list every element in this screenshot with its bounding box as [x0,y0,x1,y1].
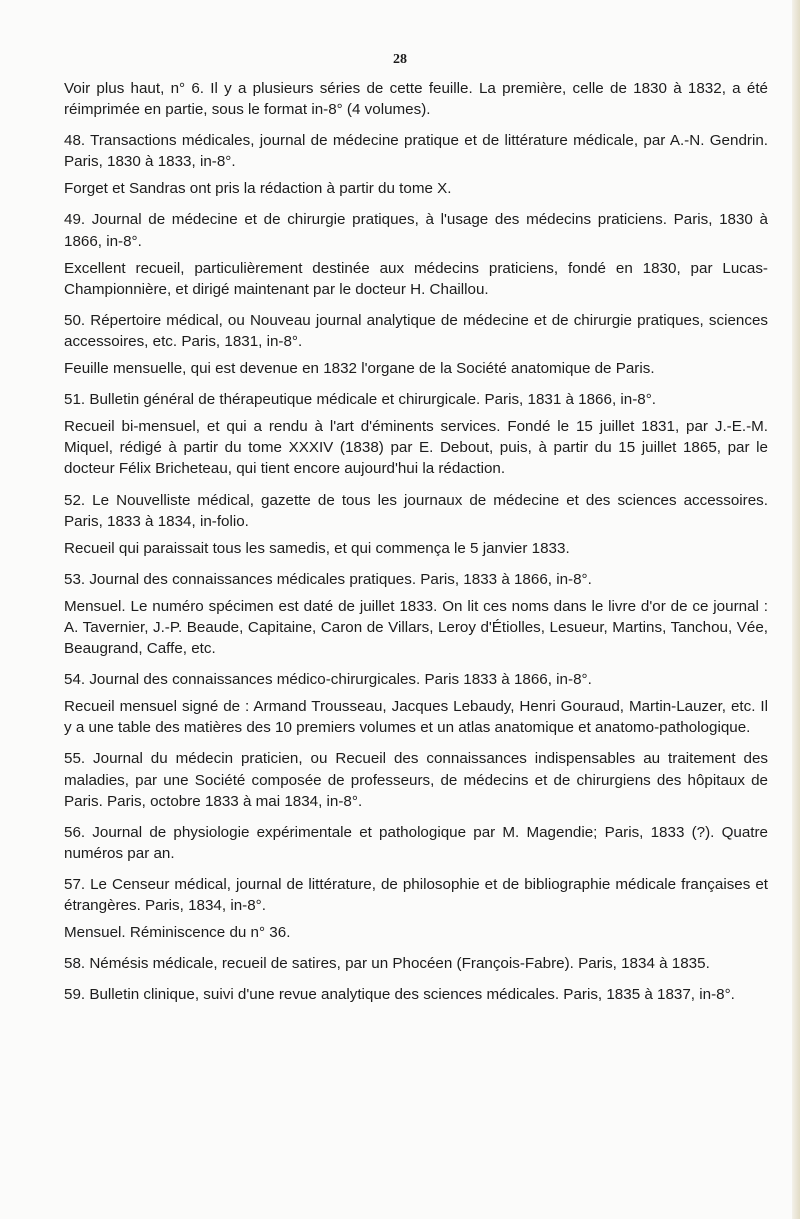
body-text [64,78,768,1005]
entry-52: 52. Le Nouvelliste médical, gazette de tous les journaux de médecine et des sciences accessoires. Paris, 1833 à 1834, in-folio. [64,491,768,530]
paragraph-intro-note: Voir plus haut, n° 6. Il y a plusieurs séries de cette feuille. La première, celle de 1830 à 1832, a été réimprimée en partie, sous le format in-8° (4 volumes). [64,80,768,119]
entry-58: 58. Némésis médicale, recueil de satires, par un Phocéen (François-Fabre). Paris, 1834 à 1835. [64,955,710,973]
note-49: Excellent recueil, particulièrement destinée aux médecins praticiens, fondé en 1830, par Lucas-Championnière, et dirigé maintenant par le docteur H. Chaillou. [64,259,768,298]
entry-55: 55. Journal du médecin praticien, ou Recueil des connaissances indispensables au traitement des maladies, par une Société composée de professeurs, de médecins et de chirurgiens des hôpitaux de Paris. Paris, octobre 1833 à mai 1834, in-8°. [64,750,768,810]
entry-59: 59. Bulletin clinique, suivi d'une revue analytique des sciences médicales. Paris, 1835 à 1837, in-8°. [64,986,735,1004]
note-54: Recueil mensuel signé de : Armand Trousseau, Jacques Lebaudy, Henri Gouraud, Martin-Lauzer, etc. Il y a une table des matières des 10 premiers volumes et un atlas anatomique et anatomo-pathologique. [64,698,768,737]
page-number: 28 [393,52,407,67]
entry-54: 54. Journal des connaissances médico-chirurgicales. Paris 1833 à 1866, in-8°. [64,671,592,689]
entry-48: 48. Transactions médicales, journal de médecine pratique et de littérature médicale, par A.-N. Gendrin. Paris, 1830 à 1833, in-8°. [64,132,768,171]
note-50: Feuille mensuelle, qui est devenue en 1832 l'organe de la Société anatomique de Paris. [64,360,655,378]
entry-51: 51. Bulletin général de thérapeutique médicale et chirurgicale. Paris, 1831 à 1866, in-8°. [64,391,657,409]
note-52: Recueil qui paraissait tous les samedis, et qui commença le 5 janvier 1833. [64,539,570,557]
entry-53: 53. Journal des connaissances médicales pratiques. Paris, 1833 à 1866, in-8°. [64,570,592,588]
entry-50: 50. Répertoire médical, ou Nouveau journal analytique de médecine et de chirurgie pratiques, sciences accessoires, etc. Paris, 1831, in-8°. [64,311,768,350]
entry-56: 56. Journal de physiologie expérimentale et pathologique par M. Magendie; Paris, 1833 (?). Quatre numéros par an. [64,823,768,862]
note-48: Forget et Sandras ont pris la rédaction à partir du tome X. [64,180,452,198]
entry-49: 49. Journal de médecine et de chirurgie pratiques, à l'usage des médecins praticiens. Paris, 1830 à 1866, in-8°. [64,211,768,250]
page-edge-shadow [792,0,800,1219]
note-51: Recueil bi-mensuel, et qui a rendu à l'art d'éminents services. Fondé le 15 juillet 1831, par J.-E.-M. Miquel, rédigé à partir du tome XXXIV (1838) par E. Debout, puis, à partir du 15 juillet 1865, par le docteur Félix Bricheteau, qui tient encore aujourd'hui la rédaction. [64,418,768,478]
note-57: Mensuel. Réminiscence du n° 36. [64,924,291,942]
note-53: Mensuel. Le numéro spécimen est daté de juillet 1833. On lit ces noms dans le livre d'or de ce journal : A. Tavernier, J.-P. Beaude, Capitaine, Caron de Villars, Leroy d'Étiolles, Lesueur, Martins, Tanchou, Vée, Beaugrand, Caffe, etc. [64,597,768,658]
entry-57: 57. Le Censeur médical, journal de littérature, de philosophie et de bibliographie médicale françaises et étrangères. Paris, 1834, in-8°. [64,875,768,914]
